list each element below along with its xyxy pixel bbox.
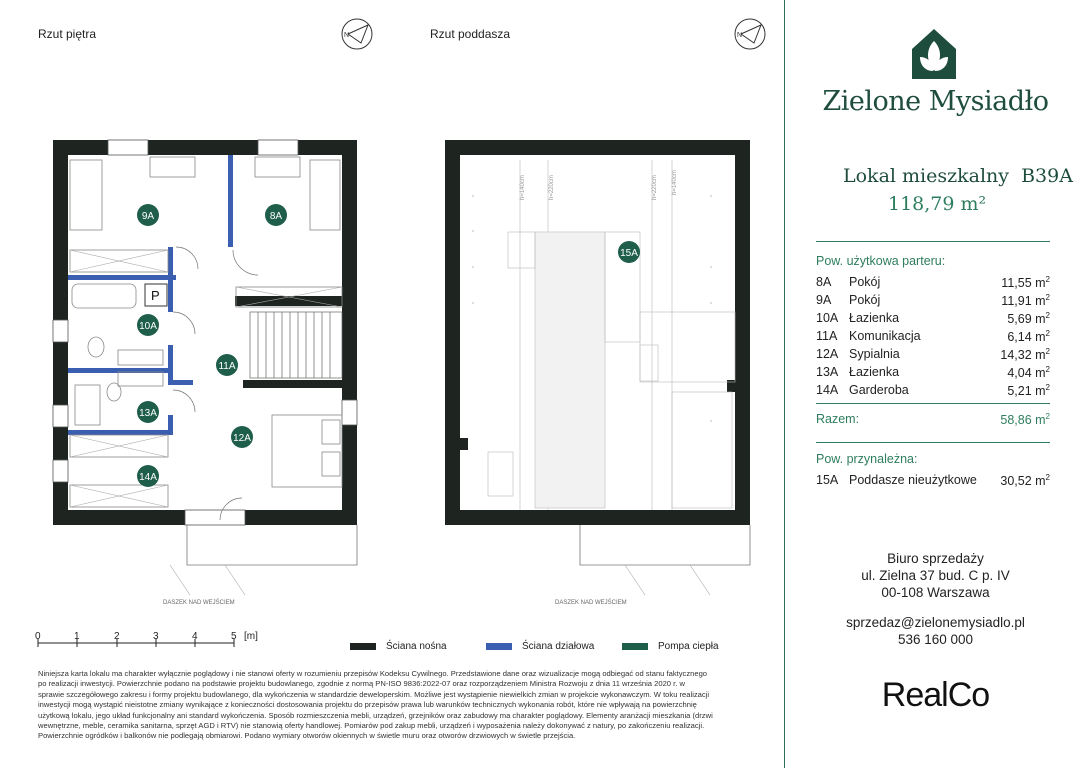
scale-tick: 5 <box>231 631 237 642</box>
scale-tick: 2 <box>114 631 120 642</box>
unit-area: 118,79 m² <box>888 193 987 215</box>
canopy-label: DASZEK NAD WEJŚCIEM <box>555 600 627 606</box>
scale-tick: 1 <box>74 631 80 642</box>
contact-email[interactable]: sprzedaz@zielonemysiadlo.pl <box>846 615 1025 630</box>
legend-swatch-bearing-wall <box>350 643 376 650</box>
room-row: 11A Komunikacja 6,14 $m^2$ <box>816 329 1050 345</box>
room-row: 8A Pokój 11,55 $m^2$ <box>816 275 1050 291</box>
legend-swatch-partition-wall <box>486 643 512 650</box>
svg-text:11A: 11A <box>218 361 236 372</box>
floor-plan-title: Rzut piętra <box>38 27 97 41</box>
divider-line <box>816 241 1050 242</box>
room-row: 13A Łazienka 4,04 $m^2$ <box>816 365 1050 381</box>
contact-info <box>784 614 1087 648</box>
room-marker-10A <box>137 314 159 336</box>
room-marker-15A <box>618 241 640 263</box>
legend-swatch-heat-pump <box>622 643 648 650</box>
room-marker-12A <box>231 426 253 448</box>
total-row: Razem: 58,86 $m^2$ <box>816 412 1050 428</box>
office-line: Biuro sprzedaży <box>887 551 984 566</box>
sales-office <box>784 550 1087 601</box>
svg-text:h=140cm: h=140cm <box>672 170 678 195</box>
room-marker-8A <box>265 204 287 226</box>
svg-text:h=140cm: h=140cm <box>520 175 526 200</box>
svg-text:12A: 12A <box>233 433 251 444</box>
brand-name: Zielone Mysiadło <box>822 86 1049 117</box>
leaf-logo-icon <box>908 27 960 81</box>
disclaimer-text: Niniejsza karta lokalu ma charakter wyłącznie poglądowy i nie stanowi oferty w rozumieniu przepisów Kodeksu Cywilnego. Przedstawione dane oraz wizualizacje mogą odbiegać od stanu faktycznego po realizacji inwestycji. Powierzchnie podano na podstawie projektu budowlanego, zgodnie z normą PN-ISO 9836:2022-07 oraz rozporządzeniem Ministra Rozwoju z dnia 11 września 2020 r. w sprawie szczegółowego zakresu i formy projektu budowlanego, dla wykończenia w standardzie deweloperskim. Możliwe jest wystąpienie niewielkich zmian w projekcie wykonawczym. W toku realizacji inwestycji mogą wystąpić nieistotne zmiany wynikające z konieczności dostosowania projektu do przepisów prawa lub warunków technicznych wykonania robót, które nie wpływają na powierzchnię użytkową lokalu, jego układ funkcjonalny ani standard wykończenia. Sposób rozmieszczenia mebli, urządzeń, grzejników oraz zabudowy ma charakter poglądowy. Elementy aranżacji mieszkania (drzwi wewnętrzne, meble, ceramika sanitarna, sprzęt AGD i RTV) nie stanowią oferty handlowej. Pomiarów pod zakup mebli, urządzeń i wyposażenia należy dokonywać z natury, po zakończeniu realizacji. Powierzchnie ogródków i balkonów nie podlegają obmiarowi. Podano wymiary otworów okiennych w świetle muru oraz otworów drzwiowych w świetle przejścia. <box>38 669 713 741</box>
room-row: 15A Poddasze nieużytkowe 30,52 $m^2$ <box>816 473 1050 489</box>
svg-text:14A: 14A <box>139 472 157 483</box>
heat-pump-label: P <box>151 288 160 303</box>
svg-text:9A: 9A <box>141 211 155 222</box>
compass-letter: N <box>737 32 743 39</box>
compass-icon <box>342 19 372 49</box>
scale-unit: [m] <box>244 631 258 642</box>
svg-text:10A: 10A <box>139 321 157 332</box>
divider-line <box>816 442 1050 443</box>
legend-label: Pompa ciepła <box>658 641 719 652</box>
svg-text:8A: 8A <box>269 211 283 222</box>
canopy-label: DASZEK NAD WEJŚCIEM <box>163 600 235 606</box>
room-row: 14A Garderoba 5,21 $m^2$ <box>816 383 1050 399</box>
legend-label: Ściana nośna <box>386 641 447 652</box>
scale-tick: 0 <box>35 631 41 642</box>
divider-line <box>816 403 1050 404</box>
contact-phone[interactable]: 536 160 000 <box>897 632 974 647</box>
floor-plan <box>53 140 357 606</box>
office-line: 00-108 Warszawa <box>881 585 990 600</box>
scale-bar <box>38 639 234 647</box>
room-marker-11A <box>216 354 238 376</box>
scale-tick: 3 <box>153 631 159 642</box>
unit-title <box>843 165 1073 187</box>
room-marker-14A <box>137 465 159 487</box>
compass-icon <box>735 19 765 49</box>
room-row: 12A Sypialnia 14,32 $m^2$ <box>816 347 1050 363</box>
developer-logo: RealCo <box>881 676 990 714</box>
svg-text:h=220cm: h=220cm <box>652 175 658 200</box>
attic-plan <box>445 140 750 606</box>
attic-plan-title: Rzut poddasza <box>430 27 511 41</box>
compass-letter: N <box>344 32 350 39</box>
room-row: 9A Pokój 11,91 $m^2$ <box>816 293 1050 309</box>
svg-text:15A: 15A <box>620 248 638 259</box>
room-row: 10A Łazienka 5,69 $m^2$ <box>816 311 1050 327</box>
room-marker-13A <box>137 401 159 423</box>
office-line: ul. Zielna 37 bud. C p. IV <box>861 568 1010 583</box>
svg-text:13A: 13A <box>139 408 157 419</box>
auxiliary-section-title: Pow. przynależna: <box>816 452 918 466</box>
legend-label: Ściana działowa <box>522 641 595 652</box>
unit-label: Lokal mieszkalny <box>843 165 1009 187</box>
unit-code: B39A <box>1021 165 1073 187</box>
svg-text:h=220cm: h=220cm <box>549 175 555 200</box>
room-marker-9A <box>137 204 159 226</box>
ground-section-title: Pow. użytkowa parteru: <box>816 254 946 268</box>
scale-tick: 4 <box>192 631 198 642</box>
